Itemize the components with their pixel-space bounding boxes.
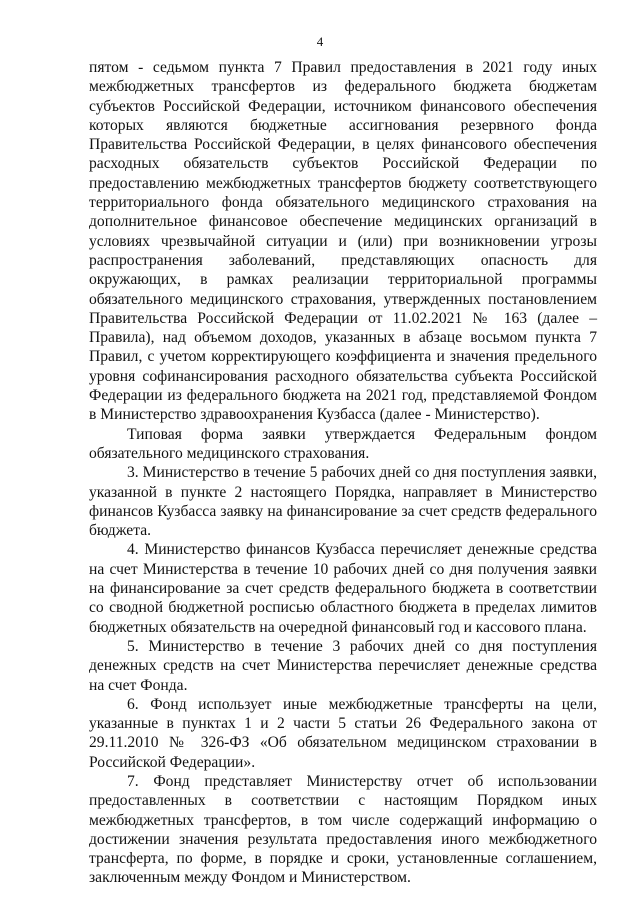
paragraph-item-3: 3. Министерство в течение 5 рабочих дней со дня поступления заявки, указанной в пункте 2 настоящего Порядка, направляет в Министерство финансов Кузбасса заявку на финансирование за счет средств федерального бюджета. xyxy=(89,464,597,540)
paragraph-continuation: пятом - седьмом пункта 7 Правил предоставления в 2021 году иных межбюджетных трансфертов из федерального бюджета бюджетам субъектов Российской Федерации, источником финансового обеспечения которых являются бюджетные ассигнования резервного фонда Правительства Российской Федерации, в целях финансового обеспечения расходных обязательств субъектов Российской Федерации по предоставлению межбюджетных трансфертов бюджету соответствующего территориального фонда обязательного медицинского страхования на дополнительное финансовое обеспечение медицинских организаций в условиях чрезвычайной ситуации и (или) при возникновении угрозы распространения заболеваний, представляющих опасность для окружающих, в рамках реализации территориальной программы обязательного медицинского страхования, утвержденных постановлением Правительства Российской Федерации от 11.02.2021 № 163 (далее – Правила), над объемом доходов, указанных в абзаце восьмом пункта 7 Правил, с учетом корректирующего коэффициента и значения предельного уровня софинансирования расходного обязательства субъекта Российской Федерации из федерального бюджета на 2021 год, представляемой Фондом в Министерство здравоохранения Кузбасса (далее - Министерство). xyxy=(89,59,597,424)
page-number: 4 xyxy=(316,34,324,49)
paragraph-item-5: 5. Министерство в течение 3 рабочих дней со дня поступления денежных средств на счет Министерства перечисляет денежные средства на счет Фонда. xyxy=(89,637,597,694)
paragraph-item-7: 7. Фонд представляет Министерству отчет об использовании предоставленных в соответствии с настоящим Порядком иных межбюджетных трансфертов, в том числе содержащий информацию о достижении значения результата предоставления иного межбюджетного трансферта, по форме, в порядке и сроки, установленные соглашением, заключенным между Фондом и Министерством. xyxy=(89,772,597,887)
paragraph-item-6: 6. Фонд использует иные межбюджетные трансферты на цели, указанные в пунктах 1 и 2 части 5 статьи 26 Федерального закона от 29.11.2010 № 326-ФЗ «Об обязательном медицинском страховании в Российской Федерации». xyxy=(89,695,597,771)
paragraph-template-form: Типовая форма заявки утверждается Федеральным фондом обязательного медицинского страхования. xyxy=(89,425,597,462)
paragraph-item-4: 4. Министерство финансов Кузбасса перечисляет денежные средства на счет Министерства в течение 10 рабочих дней со дня получения заявки на финансирование за счет средств федерального бюджета в соответствии со сводной бюджетной росписью областного бюджета в пределах лимитов бюджетных обязательств на очередной финансовый год и кассового плана. xyxy=(89,541,597,636)
document-body xyxy=(89,58,597,888)
